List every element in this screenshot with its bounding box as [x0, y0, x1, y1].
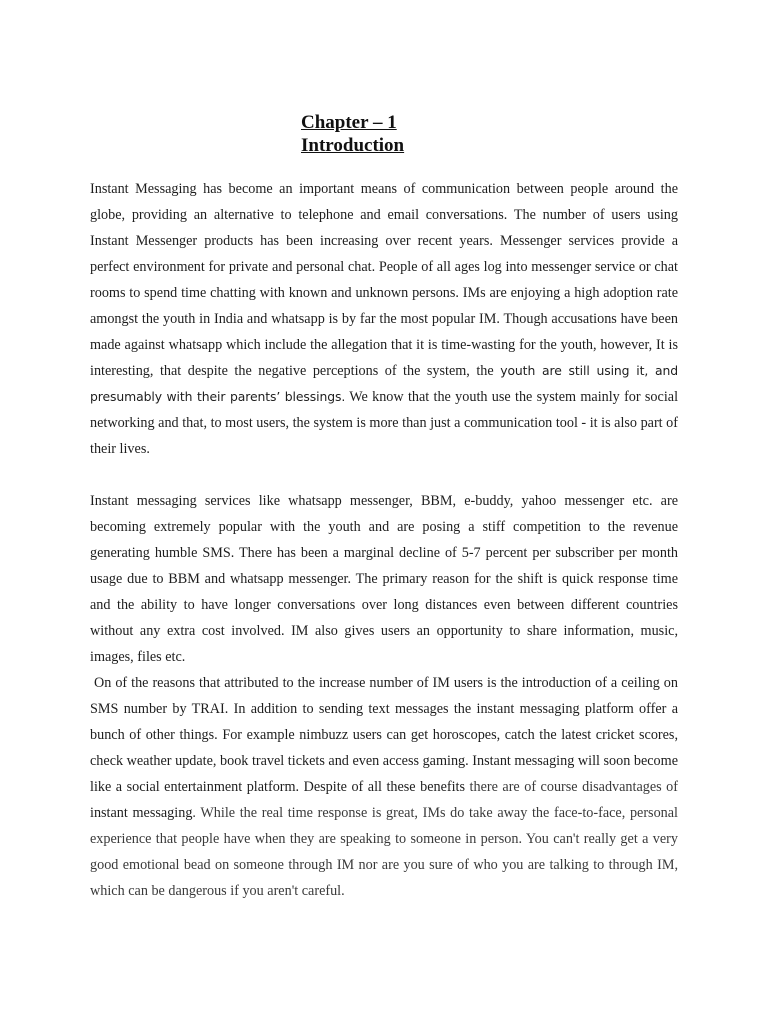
- paragraph-1: [90, 176, 678, 462]
- paragraph-3-text-c: instant messaging: [90, 805, 193, 821]
- chapter-number: Chapter – 1: [301, 112, 397, 133]
- paragraph-1-text-c: We know that the youth use the system mainly for social networking and that, to most users, the system is more than just a communication tool - it is also part of their lives.: [90, 389, 679, 457]
- chapter-title: Introduction: [301, 135, 405, 156]
- paragraph-2: [90, 488, 678, 670]
- paragraph-1-text-b: youth are still using it, and presumably with their parents’ blessings.: [90, 363, 678, 404]
- paragraph-3-text-d: . While the real time response is great, IMs do take away the face-to-face, personal experience that people have when they are speaking to someone in person. You can't really get a very good emotional bead on someone through IM nor are you sure of who you are talking to through IM, which can be dangerous if you aren't careful.: [90, 805, 679, 899]
- paragraph-3-text-b: there are of course disadvantages of: [469, 779, 679, 795]
- chapter-heading: [301, 111, 404, 157]
- paragraph-2-text: Instant messaging services like whatsapp messenger, BBM, e-buddy, yahoo messenger etc. are becoming extremely popular with the youth and are posing a stiff competition to the revenue generating humble SMS. There has been a marginal decline of 5-7 percent per subscriber per month usage due to BBM and whatsapp messenger. The primary reason for the shift is quick response time and the ability to have longer conversations over long distances even between different countries without any extra cost involved. IM also gives users an opportunity to share information, music, images, files etc.: [90, 493, 678, 665]
- paragraph-3-text-a: On of the reasons that attributed to the increase number of IM users is the introduction of a ceiling on SMS number by TRAI. In addition to sending text messages the instant messaging platform offer a bunch of other things. For example nimbuzz users can get horoscopes, catch the latest cricket scores, check weather update, book travel tickets and even access gaming. Instant messaging will soon become like a social entertainment platform. Despite of all these benefits: [90, 675, 678, 795]
- paragraph-1-text-a: Instant Messaging has become an important means of communication between people around the globe, providing an alternative to telephone and email conversations. The number of users using Instant Messenger products has been increasing over recent years. Messenger services provide a perfect environment for private and personal chat. People of all ages log into messenger service or chat rooms to spend time chatting with known and unknown persons. IMs are enjoying a high adoption rate amongst the youth in India and whatsapp is by far the most popular IM. Though accusations have been made against whatsapp which include the allegation that it is time-wasting for the youth, however, It is interesting, that despite the negative perceptions of the system, the: [90, 181, 678, 379]
- paragraph-3: [90, 670, 678, 904]
